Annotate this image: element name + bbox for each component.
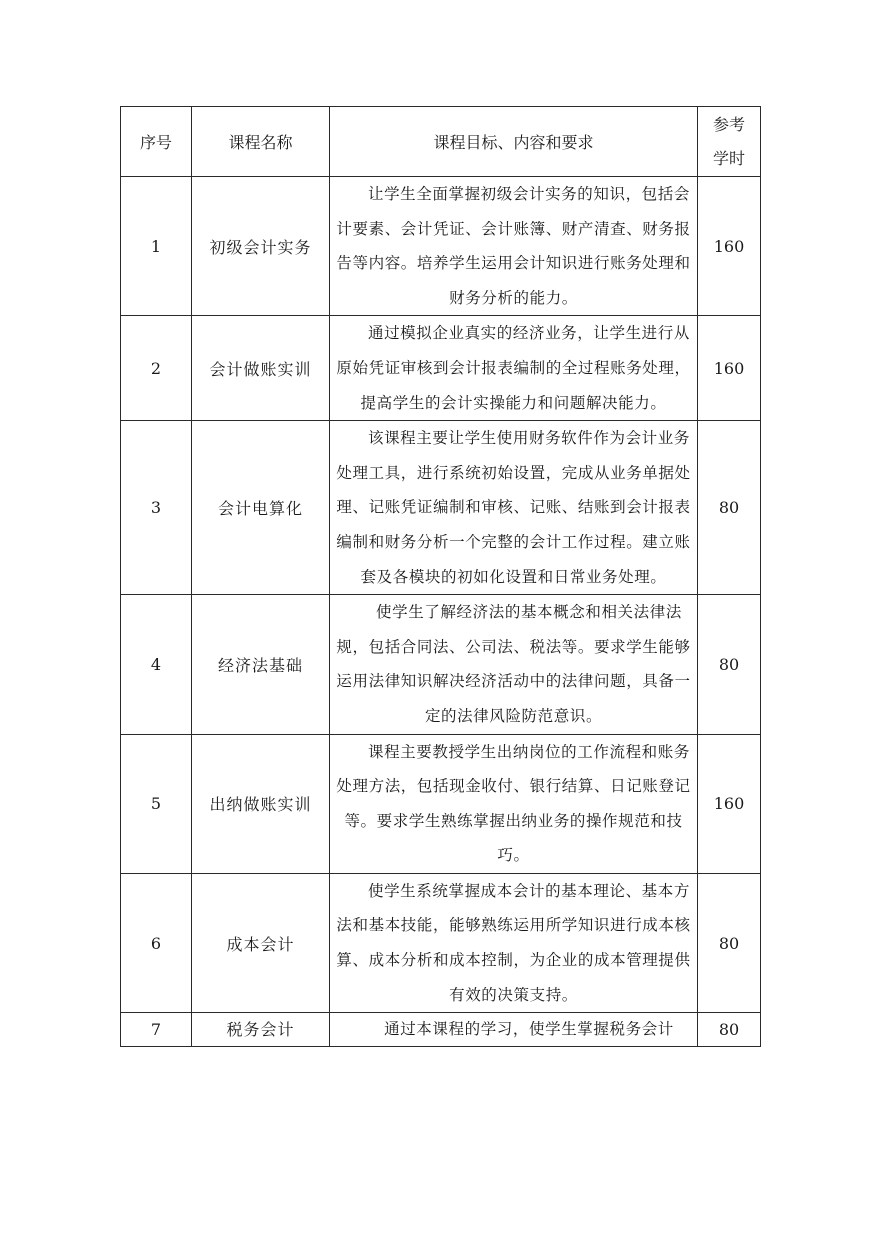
table-row (121, 595, 761, 734)
row-course-description: 通过本课程的学习，使学生掌握税务会计 (330, 1013, 698, 1047)
row-serial-number: 3 (121, 421, 192, 595)
row-course-name: 经济法基础 (192, 595, 330, 734)
row-course-name: 会计做账实训 (192, 316, 330, 421)
header-hours-line2: 学时 (712, 148, 745, 168)
row-course-description: 使学生系统掌握成本会计的基本理论、基本方法和基本技能，能够熟练运用所学知识进行成本核算、成本分析和成本控制，为企业的成本管理提供有效的决策支持。 (330, 873, 698, 1012)
row-serial-number: 4 (121, 595, 192, 734)
row-course-name: 初级会计实务 (192, 177, 330, 316)
header-course-description: 课程目标、内容和要求 (330, 107, 698, 177)
row-serial-number: 1 (121, 177, 192, 316)
table-row (121, 873, 761, 1012)
header-hours-line1: 参考 (712, 114, 745, 134)
row-course-description: 通过模拟企业真实的经济业务，让学生进行从原始凭证审核到会计报表编制的全过程账务处理，提高学生的会计实操能力和问题解决能力。 (330, 316, 698, 421)
table-header-row (121, 107, 761, 177)
row-serial-number: 6 (121, 873, 192, 1012)
table-row (121, 421, 761, 595)
row-course-description: 使学生了解经济法的基本概念和相关法律法规，包括合同法、公司法、税法等。要求学生能够运用法律知识解决经济活动中的法律问题，具备一定的法律风险防范意识。 (330, 595, 698, 734)
row-course-name: 会计电算化 (192, 421, 330, 595)
table-row (121, 177, 761, 316)
row-course-name: 成本会计 (192, 873, 330, 1012)
row-reference-hours: 80 (698, 873, 761, 1012)
row-reference-hours: 80 (698, 1013, 761, 1047)
row-course-name: 税务会计 (192, 1013, 330, 1047)
row-course-description: 该课程主要让学生使用财务软件作为会计业务处理工具，进行系统初始设置，完成从业务单据处理、记账凭证编制和审核、记账、结账到会计报表编制和财务分析一个完整的会计工作过程。建立账套及各模块的初如化设置和日常业务处理。 (330, 421, 698, 595)
row-reference-hours: 80 (698, 595, 761, 734)
row-reference-hours: 80 (698, 421, 761, 595)
header-reference-hours (698, 107, 761, 177)
row-reference-hours: 160 (698, 177, 761, 316)
table-row (121, 316, 761, 421)
row-course-description: 课程主要教授学生出纳岗位的工作流程和账务处理方法，包括现金收付、银行结算、日记账登记等。要求学生熟练掌握出纳业务的操作规范和技巧。 (330, 734, 698, 873)
row-course-name: 出纳做账实训 (192, 734, 330, 873)
curriculum-table (120, 106, 761, 1047)
row-serial-number: 5 (121, 734, 192, 873)
header-course-name: 课程名称 (192, 107, 330, 177)
table-row (121, 734, 761, 873)
row-reference-hours: 160 (698, 316, 761, 421)
row-serial-number: 7 (121, 1013, 192, 1047)
row-reference-hours: 160 (698, 734, 761, 873)
table-row (121, 1013, 761, 1047)
header-serial-number: 序号 (121, 107, 192, 177)
row-serial-number: 2 (121, 316, 192, 421)
row-course-description: 让学生全面掌握初级会计实务的知识，包括会计要素、会计凭证、会计账簿、财产清查、财务报告等内容。培养学生运用会计知识进行账务处理和财务分析的能力。 (330, 177, 698, 316)
